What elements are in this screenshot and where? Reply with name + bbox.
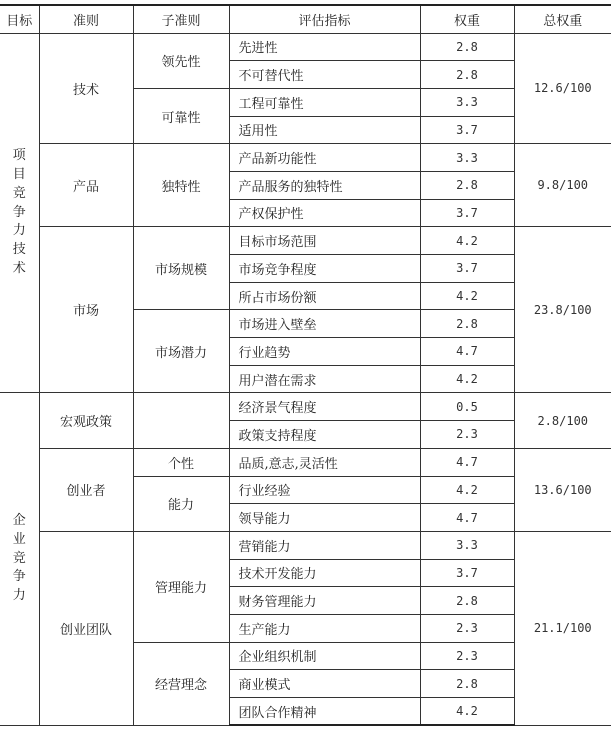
indicator-cell: 产品新功能性 bbox=[229, 144, 420, 172]
table-row bbox=[0, 448, 611, 476]
header-criterion: 准则 bbox=[39, 5, 133, 33]
indicator-cell: 营销能力 bbox=[229, 531, 420, 559]
indicator-cell: 经济景气程度 bbox=[229, 393, 420, 421]
criterion-team: 创业团队 bbox=[39, 531, 133, 725]
criterion-market: 市场 bbox=[39, 227, 133, 393]
weight-cell: 3.7 bbox=[420, 199, 514, 227]
header-total-weight: 总权重 bbox=[514, 5, 611, 33]
indicator-cell: 工程可靠性 bbox=[229, 88, 420, 116]
weight-cell: 4.7 bbox=[420, 504, 514, 532]
header-weight: 权重 bbox=[420, 5, 514, 33]
subcriterion-unique: 独特性 bbox=[133, 144, 229, 227]
weight-cell: 3.3 bbox=[420, 144, 514, 172]
weight-cell: 2.3 bbox=[420, 421, 514, 449]
goal-project-competitiveness: 项目竞争力技术 bbox=[0, 33, 39, 393]
indicator-cell: 企业组织机制 bbox=[229, 642, 420, 670]
table-row bbox=[0, 144, 611, 172]
total-weight-team: 21.1/100 bbox=[514, 531, 611, 725]
subcriterion-scale: 市场规模 bbox=[133, 227, 229, 310]
header-goal: 目标 bbox=[0, 5, 39, 33]
weight-cell: 3.7 bbox=[420, 255, 514, 283]
table-row bbox=[0, 227, 611, 255]
weight-cell: 4.2 bbox=[420, 227, 514, 255]
indicator-cell: 行业趋势 bbox=[229, 338, 420, 366]
criterion-policy: 宏观政策 bbox=[39, 393, 133, 448]
header-subcriterion: 子准则 bbox=[133, 5, 229, 33]
subcriterion-reliable: 可靠性 bbox=[133, 88, 229, 143]
subcriterion-empty bbox=[133, 393, 229, 448]
weight-cell: 2.8 bbox=[420, 33, 514, 61]
header-indicator: 评估指标 bbox=[229, 5, 420, 33]
indicator-cell: 技术开发能力 bbox=[229, 559, 420, 587]
indicator-cell: 不可替代性 bbox=[229, 61, 420, 89]
indicator-cell: 财务管理能力 bbox=[229, 587, 420, 615]
weight-cell: 4.2 bbox=[420, 476, 514, 504]
indicator-cell: 团队合作精神 bbox=[229, 698, 420, 726]
indicator-cell: 行业经验 bbox=[229, 476, 420, 504]
indicator-cell: 目标市场范围 bbox=[229, 227, 420, 255]
goal-enterprise-competitiveness: 企业竞争力 bbox=[0, 393, 39, 725]
evaluation-index-table bbox=[0, 4, 611, 726]
weight-cell: 4.2 bbox=[420, 698, 514, 726]
weight-cell: 2.8 bbox=[420, 61, 514, 89]
subcriterion-personality: 个性 bbox=[133, 448, 229, 476]
indicator-cell: 适用性 bbox=[229, 116, 420, 144]
weight-cell: 0.5 bbox=[420, 393, 514, 421]
table-row bbox=[0, 531, 611, 559]
indicator-cell: 市场进入壁垒 bbox=[229, 310, 420, 338]
weight-cell: 2.3 bbox=[420, 642, 514, 670]
indicator-cell: 政策支持程度 bbox=[229, 421, 420, 449]
indicator-cell: 产品服务的独特性 bbox=[229, 171, 420, 199]
indicator-cell: 所占市场份额 bbox=[229, 282, 420, 310]
total-weight-market: 23.8/100 bbox=[514, 227, 611, 393]
weight-cell: 3.7 bbox=[420, 116, 514, 144]
criterion-tech: 技术 bbox=[39, 33, 133, 144]
weight-cell: 2.8 bbox=[420, 310, 514, 338]
weight-cell: 3.3 bbox=[420, 531, 514, 559]
weight-cell: 4.2 bbox=[420, 282, 514, 310]
subcriterion-advanced: 领先性 bbox=[133, 33, 229, 88]
weight-cell: 2.8 bbox=[420, 670, 514, 698]
indicator-cell: 生产能力 bbox=[229, 614, 420, 642]
weight-cell: 2.8 bbox=[420, 171, 514, 199]
weight-cell: 2.3 bbox=[420, 614, 514, 642]
total-weight-founder: 13.6/100 bbox=[514, 448, 611, 531]
indicator-cell: 领导能力 bbox=[229, 504, 420, 532]
indicator-cell: 市场竞争程度 bbox=[229, 255, 420, 283]
total-weight-product: 9.8/100 bbox=[514, 144, 611, 227]
weight-cell: 2.8 bbox=[420, 587, 514, 615]
indicator-cell: 产权保护性 bbox=[229, 199, 420, 227]
subcriterion-ability: 能力 bbox=[133, 476, 229, 531]
indicator-cell: 先进性 bbox=[229, 33, 420, 61]
subcriterion-philosophy: 经营理念 bbox=[133, 642, 229, 725]
criterion-product: 产品 bbox=[39, 144, 133, 227]
indicator-cell: 用户潜在需求 bbox=[229, 365, 420, 393]
indicator-cell: 品质,意志,灵活性 bbox=[229, 448, 420, 476]
subcriterion-potential: 市场潜力 bbox=[133, 310, 229, 393]
weight-cell: 3.7 bbox=[420, 559, 514, 587]
weight-cell: 4.7 bbox=[420, 338, 514, 366]
weight-cell: 4.2 bbox=[420, 365, 514, 393]
table-row bbox=[0, 393, 611, 421]
subcriterion-management: 管理能力 bbox=[133, 531, 229, 642]
total-weight-policy: 2.8/100 bbox=[514, 393, 611, 448]
header-row bbox=[0, 5, 611, 33]
weight-cell: 3.3 bbox=[420, 88, 514, 116]
indicator-cell: 商业模式 bbox=[229, 670, 420, 698]
total-weight-tech: 12.6/100 bbox=[514, 33, 611, 144]
criterion-founder: 创业者 bbox=[39, 448, 133, 531]
weight-cell: 4.7 bbox=[420, 448, 514, 476]
table-row bbox=[0, 33, 611, 61]
